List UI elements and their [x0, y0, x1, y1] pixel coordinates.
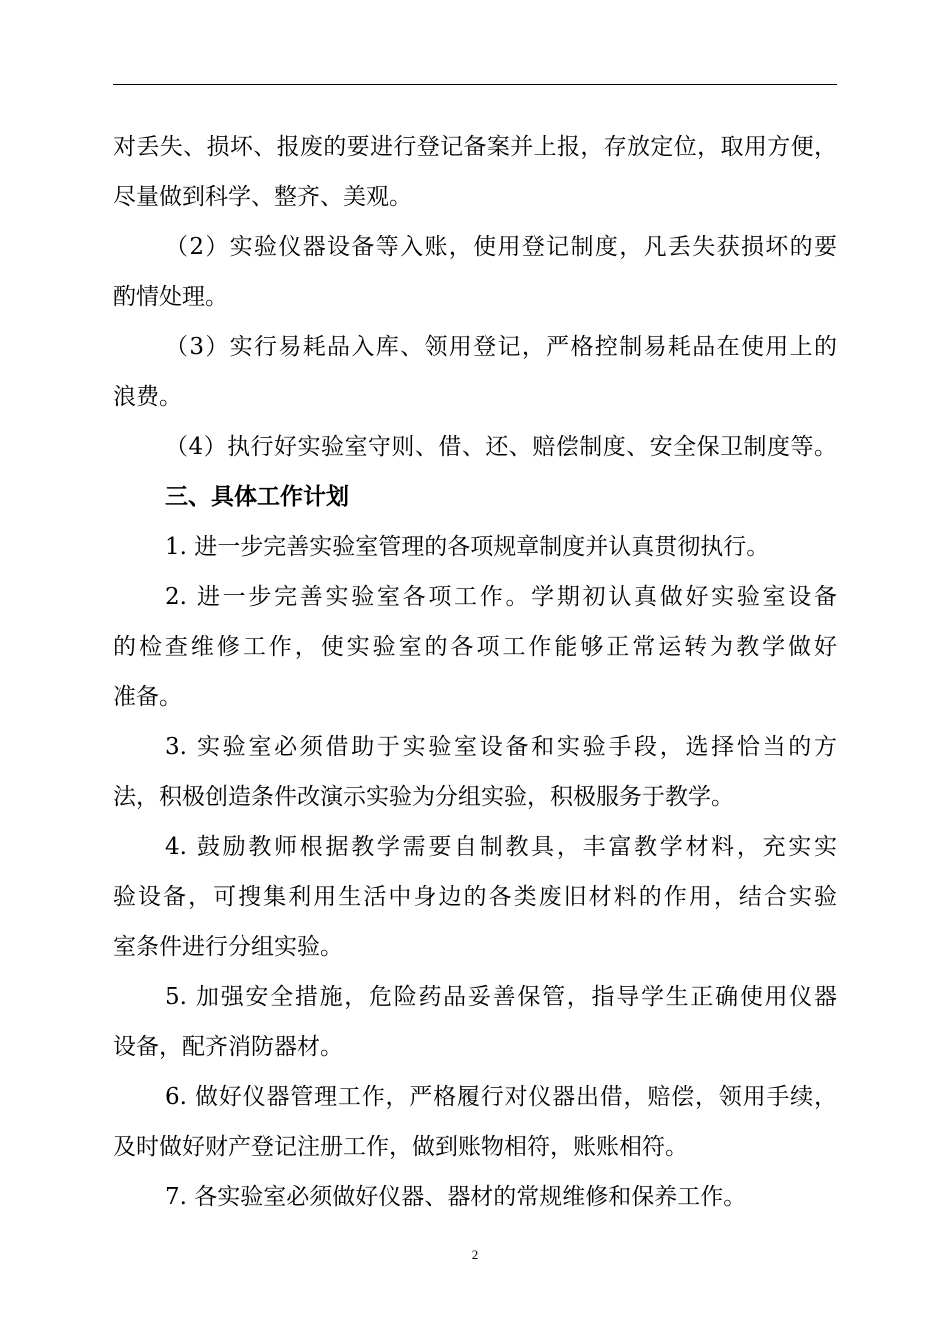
body-line: 室条件进行分组实验。: [113, 934, 343, 960]
body-line: 酌情处理。: [113, 284, 228, 310]
list-item: 6. 做好仪器管理工作，严格履行对仪器出借，赔偿，领用手续，: [165, 1084, 837, 1110]
list-item: 1. 进一步完善实验室管理的各项规章制度并认真贯彻执行。: [165, 534, 770, 560]
body-line: 设备，配齐消防器材。: [113, 1034, 343, 1060]
body-line: 尽量做到科学、整齐、美观。: [113, 184, 412, 210]
list-item: 2. 进一步完善实验室各项工作。学期初认真做好实验室设备: [165, 584, 837, 610]
page-number: 2: [471, 1247, 479, 1262]
list-item: 4. 鼓励教师根据教学需要自制教具，丰富教学材料，充实实: [165, 834, 837, 860]
list-item: （2）实验仪器设备等入账，使用登记制度，凡丢失获损坏的要: [165, 234, 837, 260]
list-item: 3. 实验室必须借助于实验室设备和实验手段，选择恰当的方: [165, 734, 837, 760]
body-line: 浪费。: [113, 384, 182, 410]
list-item: 5. 加强安全措施，危险药品妥善保管，指导学生正确使用仪器: [165, 984, 837, 1010]
body-line: 法，积极创造条件改演示实验为分组实验，积极服务于教学。: [113, 784, 734, 810]
body-line: 对丢失、损坏、报废的要进行登记备案并上报，存放定位，取用方便，: [113, 134, 837, 160]
body-line: 准备。: [113, 684, 182, 710]
page-body: [113, 122, 837, 1222]
list-item: （3）实行易耗品入库、领用登记，严格控制易耗品在使用上的: [165, 334, 837, 360]
body-line: 验设备，可搜集利用生活中身边的各类废旧材料的作用，结合实验: [113, 884, 837, 910]
body-line: 及时做好财产登记注册工作，做到账物相符，账账相符。: [113, 1134, 688, 1160]
list-item: 7. 各实验室必须做好仪器、器材的常规维修和保养工作。: [165, 1184, 747, 1210]
list-item: （4）执行好实验室守则、借、还、赔偿制度、安全保卫制度等。: [165, 434, 837, 460]
body-line: 的检查维修工作，使实验室的各项工作能够正常运转为教学做好: [113, 634, 837, 660]
header-rule: [113, 84, 837, 85]
section-heading: 三、具体工作计划: [165, 484, 349, 510]
